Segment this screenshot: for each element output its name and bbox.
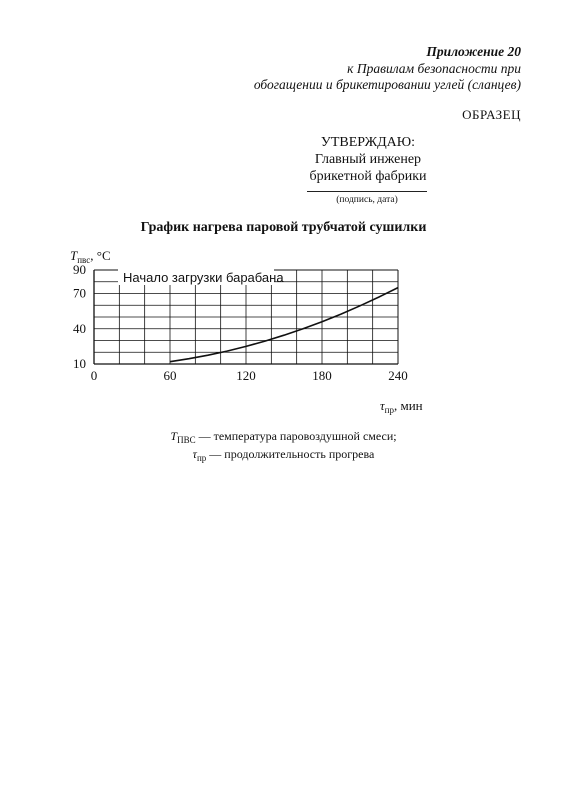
legend-line-duration [0,445,567,467]
approval-position-line2: брикетной фабрики [309,169,427,184]
approval-title: УТВЕРЖДАЮ: [320,135,416,150]
sample-label: ОБРАЗЕЦ [462,107,521,122]
y-axis-label: $T_{пвс}$, °C [70,248,111,265]
signature-note: (подпись, дата) [336,195,398,205]
heating-curve [170,288,398,362]
chart-title: График нагрева паровой трубчатой сушилки [140,220,427,235]
annotation-label: Начало загрузки барабана [123,270,284,285]
x-tick-label: 0 [90,368,98,383]
appendix-line1: к Правилам безопасности при [347,61,521,76]
legend-symbol-tau: τ [192,447,197,461]
y-tick-label: 40 [73,320,86,336]
signature-line [307,191,427,192]
y-tick-label: 90 [73,262,86,277]
legend-sub-pvs: ПВС [177,435,196,445]
legend-symbol-t: T [170,429,178,443]
y-tick-label: 10 [73,356,86,371]
legend-text-duration: — продолжительность прогрева [206,447,375,461]
heating-chart [0,240,567,420]
legend-text-temperature: — температура паровоздушной смеси; [195,429,397,443]
legend-sub-pr: пр [196,453,207,463]
x-tick-label: 180 [312,368,332,383]
y-tick-label: 70 [73,285,86,301]
x-axis-label: $\tau_{пр}$, мин [380,398,423,415]
approval-position-line1: Главный инженер [314,152,422,167]
x-tick-label: 240 [388,368,408,383]
x-tick-label: 60 [163,368,177,383]
x-tick-label: 120 [236,368,256,383]
appendix-label: Приложение 20 [426,44,521,59]
appendix-line2: обогащении и брикетировании углей (сланцев) [253,77,521,92]
